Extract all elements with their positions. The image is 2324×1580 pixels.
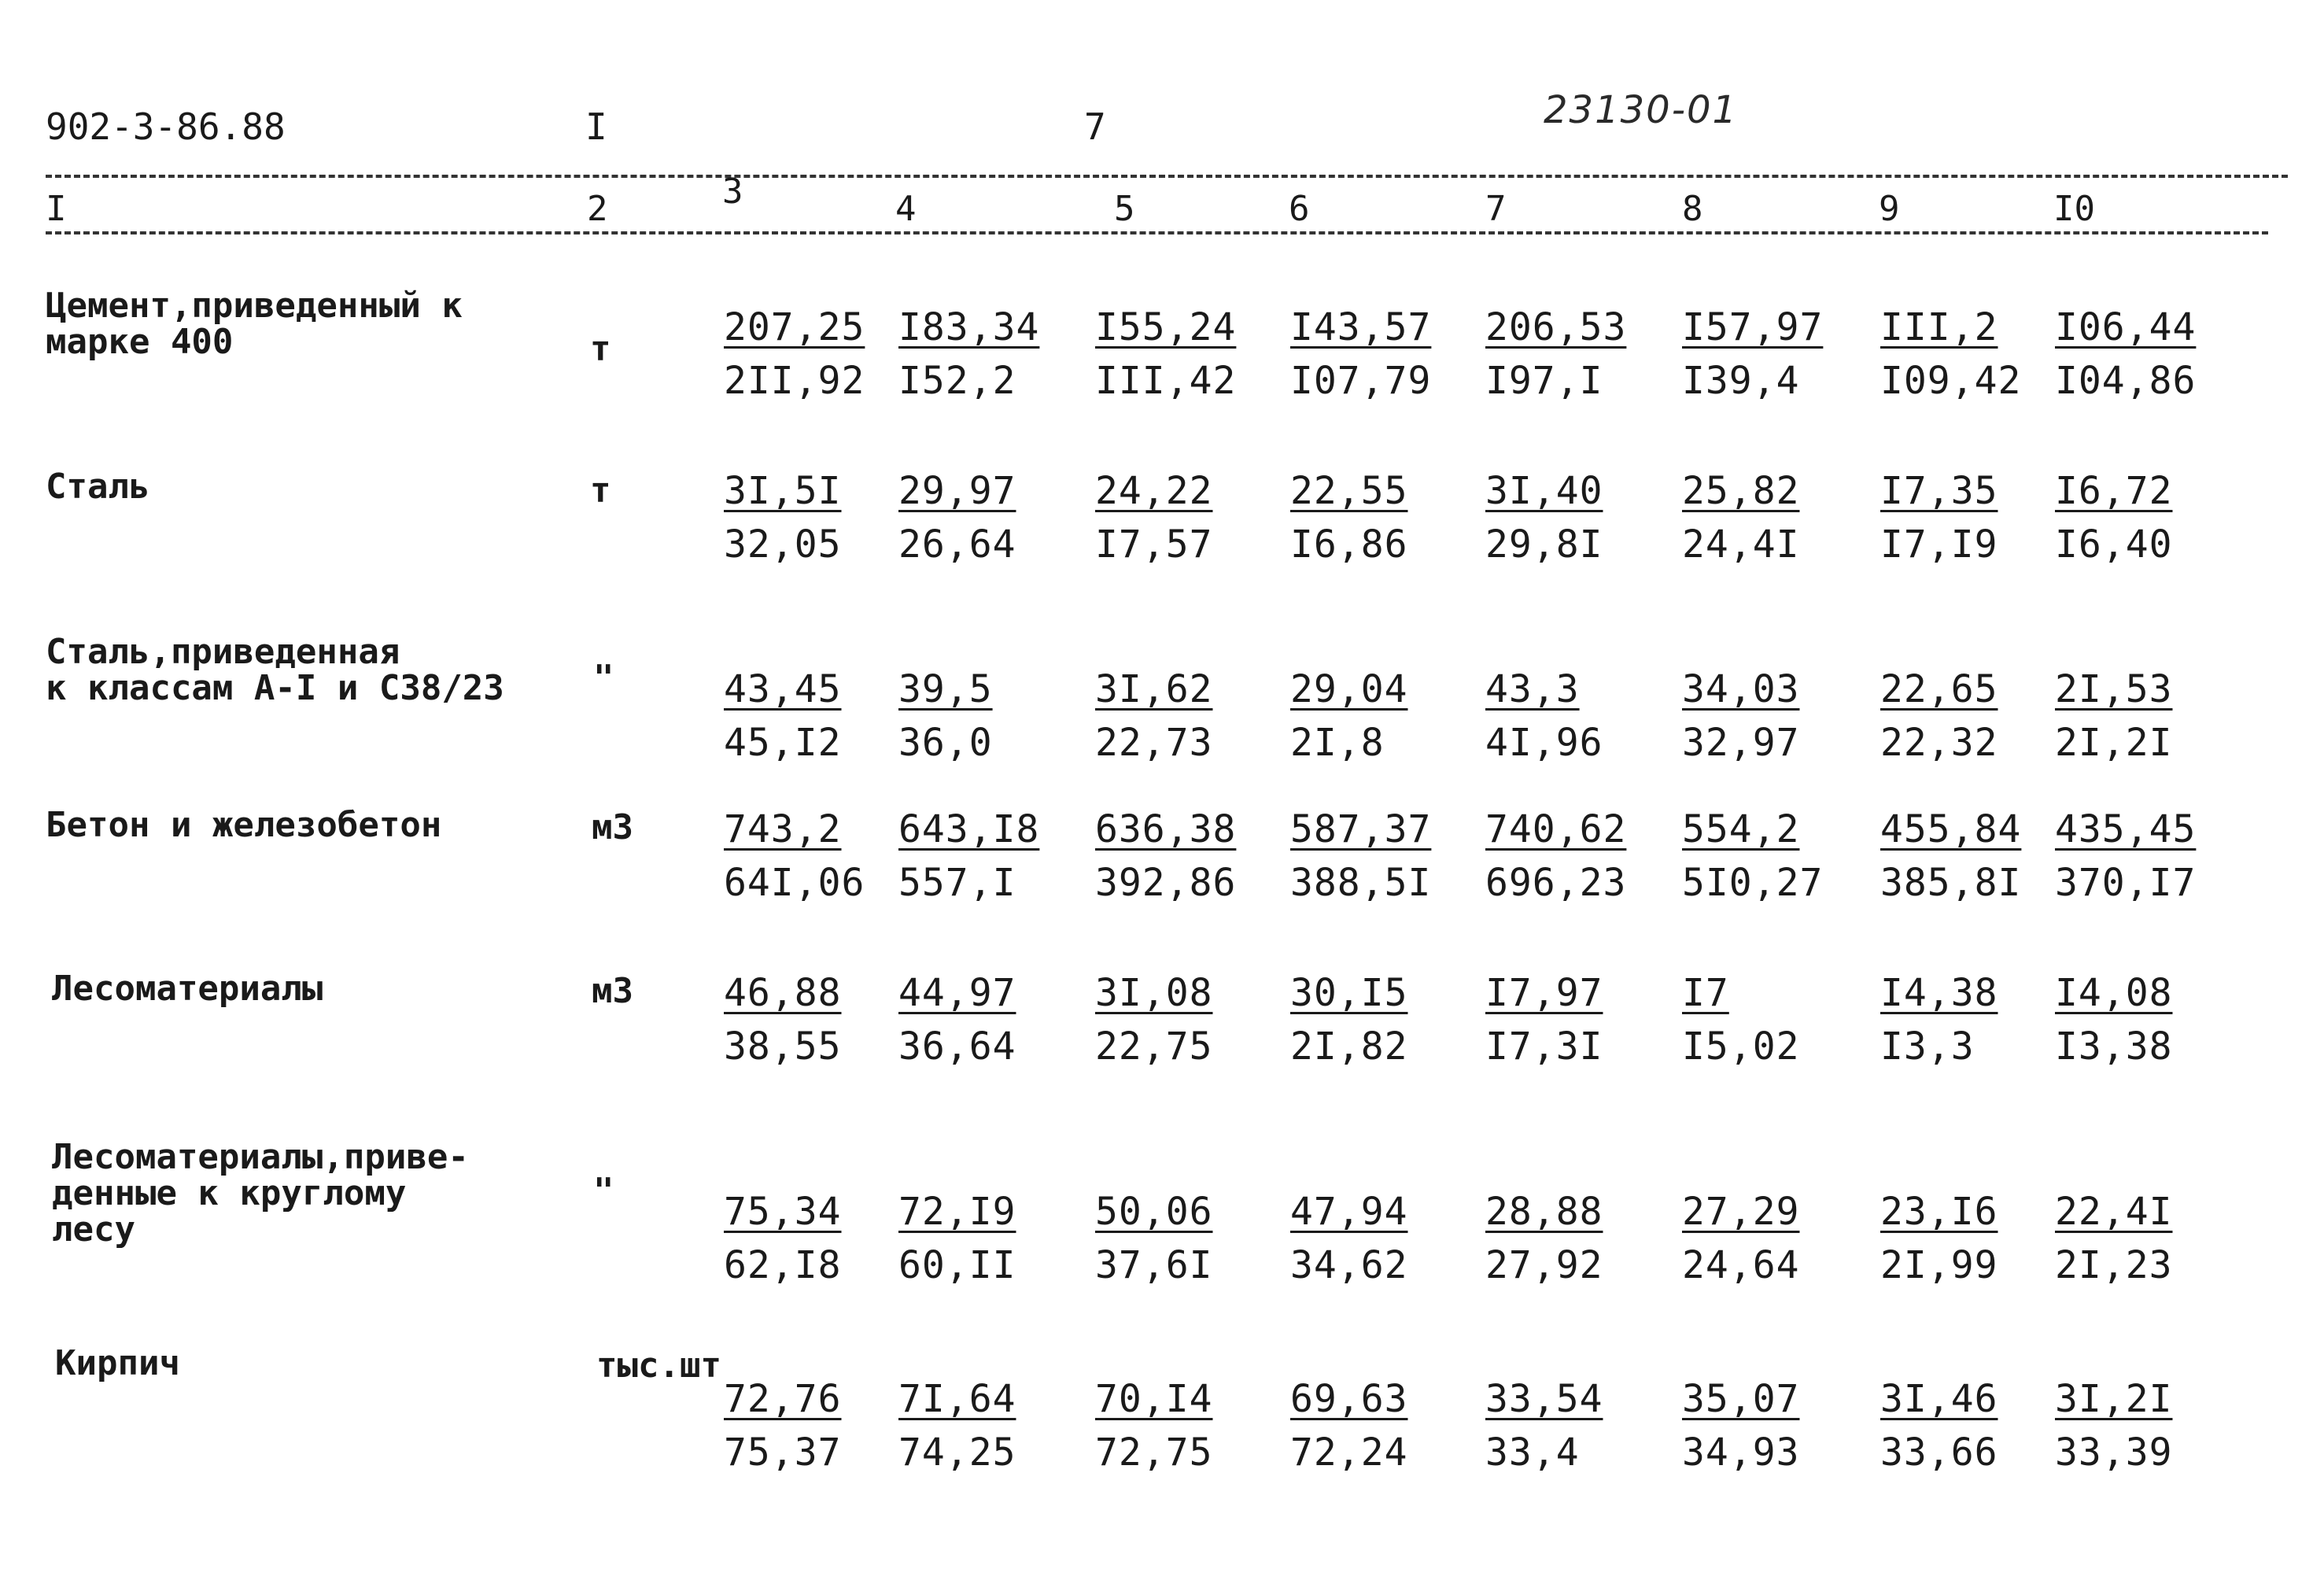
column-number-3: 3: [722, 172, 743, 212]
value-top: 28,88: [1485, 1190, 1603, 1234]
value-top: 70,I4: [1095, 1377, 1213, 1421]
row-label: Лесоматериалы,приве-: [52, 1137, 469, 1177]
value-bottom: I6,40: [2055, 522, 2173, 567]
column-number-4: 4: [895, 189, 917, 229]
page-number: 7: [1084, 105, 1106, 148]
value-bottom: 2I,99: [1880, 1243, 1998, 1287]
value-top: I43,57: [1290, 305, 1432, 349]
value-top: 22,55: [1290, 469, 1408, 513]
value-bottom: 36,64: [898, 1024, 1016, 1069]
value-bottom: 72,75: [1095, 1430, 1213, 1475]
row-label: Сталь,приведенная: [46, 632, 400, 672]
value-top: 44,97: [898, 971, 1016, 1015]
value-bottom: 2I,82: [1290, 1024, 1408, 1069]
value-top: 27,29: [1682, 1190, 1800, 1234]
value-bottom: 696,23: [1485, 861, 1627, 905]
value-top: 39,5: [898, 667, 993, 711]
value-top: 69,63: [1290, 1377, 1408, 1421]
value-top: 3I,08: [1095, 971, 1213, 1015]
value-top: I83,34: [898, 305, 1040, 349]
value-top: I06,44: [2055, 305, 2197, 349]
value-top: 25,82: [1682, 469, 1800, 513]
header-rule-bottom: [46, 231, 2268, 234]
value-bottom: 22,32: [1880, 721, 1998, 765]
column-number-9: 9: [1879, 189, 1900, 229]
value-top: 33,54: [1485, 1377, 1603, 1421]
value-top: 3I,40: [1485, 469, 1603, 513]
document-code: 902-3-86.88: [46, 105, 286, 148]
value-bottom: 72,24: [1290, 1430, 1408, 1475]
value-bottom: I3,38: [2055, 1024, 2173, 1069]
value-bottom: I7,I9: [1880, 522, 1998, 567]
value-top: 435,45: [2055, 807, 2197, 851]
value-bottom: 60,II: [898, 1243, 1016, 1287]
value-top: 22,4I: [2055, 1190, 2173, 1234]
value-bottom: 24,4I: [1682, 522, 1800, 567]
value-top: I4,38: [1880, 971, 1998, 1015]
value-top: 206,53: [1485, 305, 1627, 349]
value-bottom: 4I,96: [1485, 721, 1603, 765]
value-bottom: 74,25: [898, 1430, 1016, 1475]
value-bottom: 62,I8: [724, 1243, 842, 1287]
column-number-2: 2: [587, 189, 608, 229]
value-top: 2I,53: [2055, 667, 2173, 711]
value-bottom: 24,64: [1682, 1243, 1800, 1287]
value-bottom: III,42: [1095, 359, 1237, 403]
value-top: I7,97: [1485, 971, 1603, 1015]
value-top: 29,04: [1290, 667, 1408, 711]
value-bottom: 36,0: [898, 721, 993, 765]
value-bottom: 64I,06: [724, 861, 865, 905]
value-bottom: 370,I7: [2055, 861, 2197, 905]
value-top: 35,07: [1682, 1377, 1800, 1421]
row-label: Бетон и железобетон: [46, 805, 442, 845]
row-unit: м3: [592, 971, 633, 1011]
handwritten-reference: 23130-01: [1544, 88, 1739, 132]
value-bottom: 385,8I: [1880, 861, 2022, 905]
value-bottom: 2I,2I: [2055, 721, 2173, 765]
row-label: Цемент,приведенный к: [46, 286, 463, 326]
value-top: 72,76: [724, 1377, 842, 1421]
value-top: III,2: [1880, 305, 1998, 349]
value-bottom: 388,5I: [1290, 861, 1432, 905]
row-unit: тыс.шт: [596, 1346, 721, 1386]
row-unit: ": [593, 1171, 614, 1211]
value-bottom: 2I,23: [2055, 1243, 2173, 1287]
column-number-8: 8: [1682, 189, 1703, 229]
value-top: 50,06: [1095, 1190, 1213, 1234]
value-top: 7I,64: [898, 1377, 1016, 1421]
value-top: 740,62: [1485, 807, 1627, 851]
column-number-1: I: [46, 189, 67, 229]
value-bottom: I52,2: [898, 359, 1016, 403]
value-top: 46,88: [724, 971, 842, 1015]
value-top: 3I,62: [1095, 667, 1213, 711]
row-unit: ": [593, 658, 614, 698]
row-label: марке 400: [46, 322, 234, 362]
value-top: 47,94: [1290, 1190, 1408, 1234]
row-label: Сталь: [46, 467, 150, 507]
value-top: 643,I8: [898, 807, 1040, 851]
value-bottom: 33,66: [1880, 1430, 1998, 1475]
row-unit: т: [590, 471, 611, 511]
value-bottom: I6,86: [1290, 522, 1408, 567]
row-label: денные к круглому: [52, 1173, 407, 1213]
value-bottom: 34,93: [1682, 1430, 1800, 1475]
value-bottom: I3,3: [1880, 1024, 1975, 1069]
value-bottom: 32,97: [1682, 721, 1800, 765]
value-bottom: 37,6I: [1095, 1243, 1213, 1287]
value-top: 743,2: [724, 807, 842, 851]
row-label: Лесоматериалы: [52, 969, 323, 1009]
value-top: I7,35: [1880, 469, 1998, 513]
value-bottom: I5,02: [1682, 1024, 1800, 1069]
column-number-10: I0: [2053, 189, 2095, 229]
header-rule-top: [46, 175, 2288, 178]
value-bottom: 22,75: [1095, 1024, 1213, 1069]
value-bottom: 26,64: [898, 522, 1016, 567]
value-top: 3I,46: [1880, 1377, 1998, 1421]
row-label: лесу: [52, 1209, 135, 1250]
value-top: 29,97: [898, 469, 1016, 513]
value-bottom: I09,42: [1880, 359, 2022, 403]
value-bottom: 38,55: [724, 1024, 842, 1069]
row-unit: т: [590, 329, 611, 369]
column-number-5: 5: [1114, 189, 1135, 229]
value-top: I6,72: [2055, 469, 2173, 513]
value-bottom: 34,62: [1290, 1243, 1408, 1287]
value-top: I55,24: [1095, 305, 1237, 349]
value-top: 636,38: [1095, 807, 1237, 851]
row-unit: м3: [592, 807, 633, 847]
value-bottom: I97,I: [1485, 359, 1603, 403]
value-bottom: 33,4: [1485, 1430, 1580, 1475]
value-bottom: 75,37: [724, 1430, 842, 1475]
value-bottom: 27,92: [1485, 1243, 1603, 1287]
value-top: 43,45: [724, 667, 842, 711]
value-bottom: 557,I: [898, 861, 1016, 905]
value-top: 43,3: [1485, 667, 1580, 711]
value-bottom: 5I0,27: [1682, 861, 1824, 905]
value-top: 23,I6: [1880, 1190, 1998, 1234]
value-bottom: 392,86: [1095, 861, 1237, 905]
value-top: I7: [1682, 971, 1729, 1015]
sheet-number: I: [585, 105, 607, 148]
value-bottom: 45,I2: [724, 721, 842, 765]
value-top: 72,I9: [898, 1190, 1016, 1234]
value-top: 24,22: [1095, 469, 1213, 513]
column-number-6: 6: [1289, 189, 1310, 229]
value-bottom: 29,8I: [1485, 522, 1603, 567]
column-number-7: 7: [1485, 189, 1507, 229]
value-top: 30,I5: [1290, 971, 1408, 1015]
value-top: 587,37: [1290, 807, 1432, 851]
value-top: 455,84: [1880, 807, 2022, 851]
value-top: 75,34: [724, 1190, 842, 1234]
row-label: к классам А-I и С38/23: [46, 668, 504, 708]
value-bottom: I39,4: [1682, 359, 1800, 403]
value-top: 207,25: [724, 305, 865, 349]
value-top: 3I,2I: [2055, 1377, 2173, 1421]
value-top: 3I,5I: [724, 469, 842, 513]
value-bottom: I7,3I: [1485, 1024, 1603, 1069]
value-top: 554,2: [1682, 807, 1800, 851]
value-top: I57,97: [1682, 305, 1824, 349]
value-top: 34,03: [1682, 667, 1800, 711]
value-bottom: I07,79: [1290, 359, 1432, 403]
value-top: I4,08: [2055, 971, 2173, 1015]
value-top: 22,65: [1880, 667, 1998, 711]
row-label: Кирпич: [55, 1343, 180, 1383]
value-bottom: 22,73: [1095, 721, 1213, 765]
value-bottom: 2I,8: [1290, 721, 1385, 765]
value-bottom: 32,05: [724, 522, 842, 567]
value-bottom: 33,39: [2055, 1430, 2173, 1475]
value-bottom: 2II,92: [724, 359, 865, 403]
value-bottom: I7,57: [1095, 522, 1213, 567]
value-bottom: I04,86: [2055, 359, 2197, 403]
